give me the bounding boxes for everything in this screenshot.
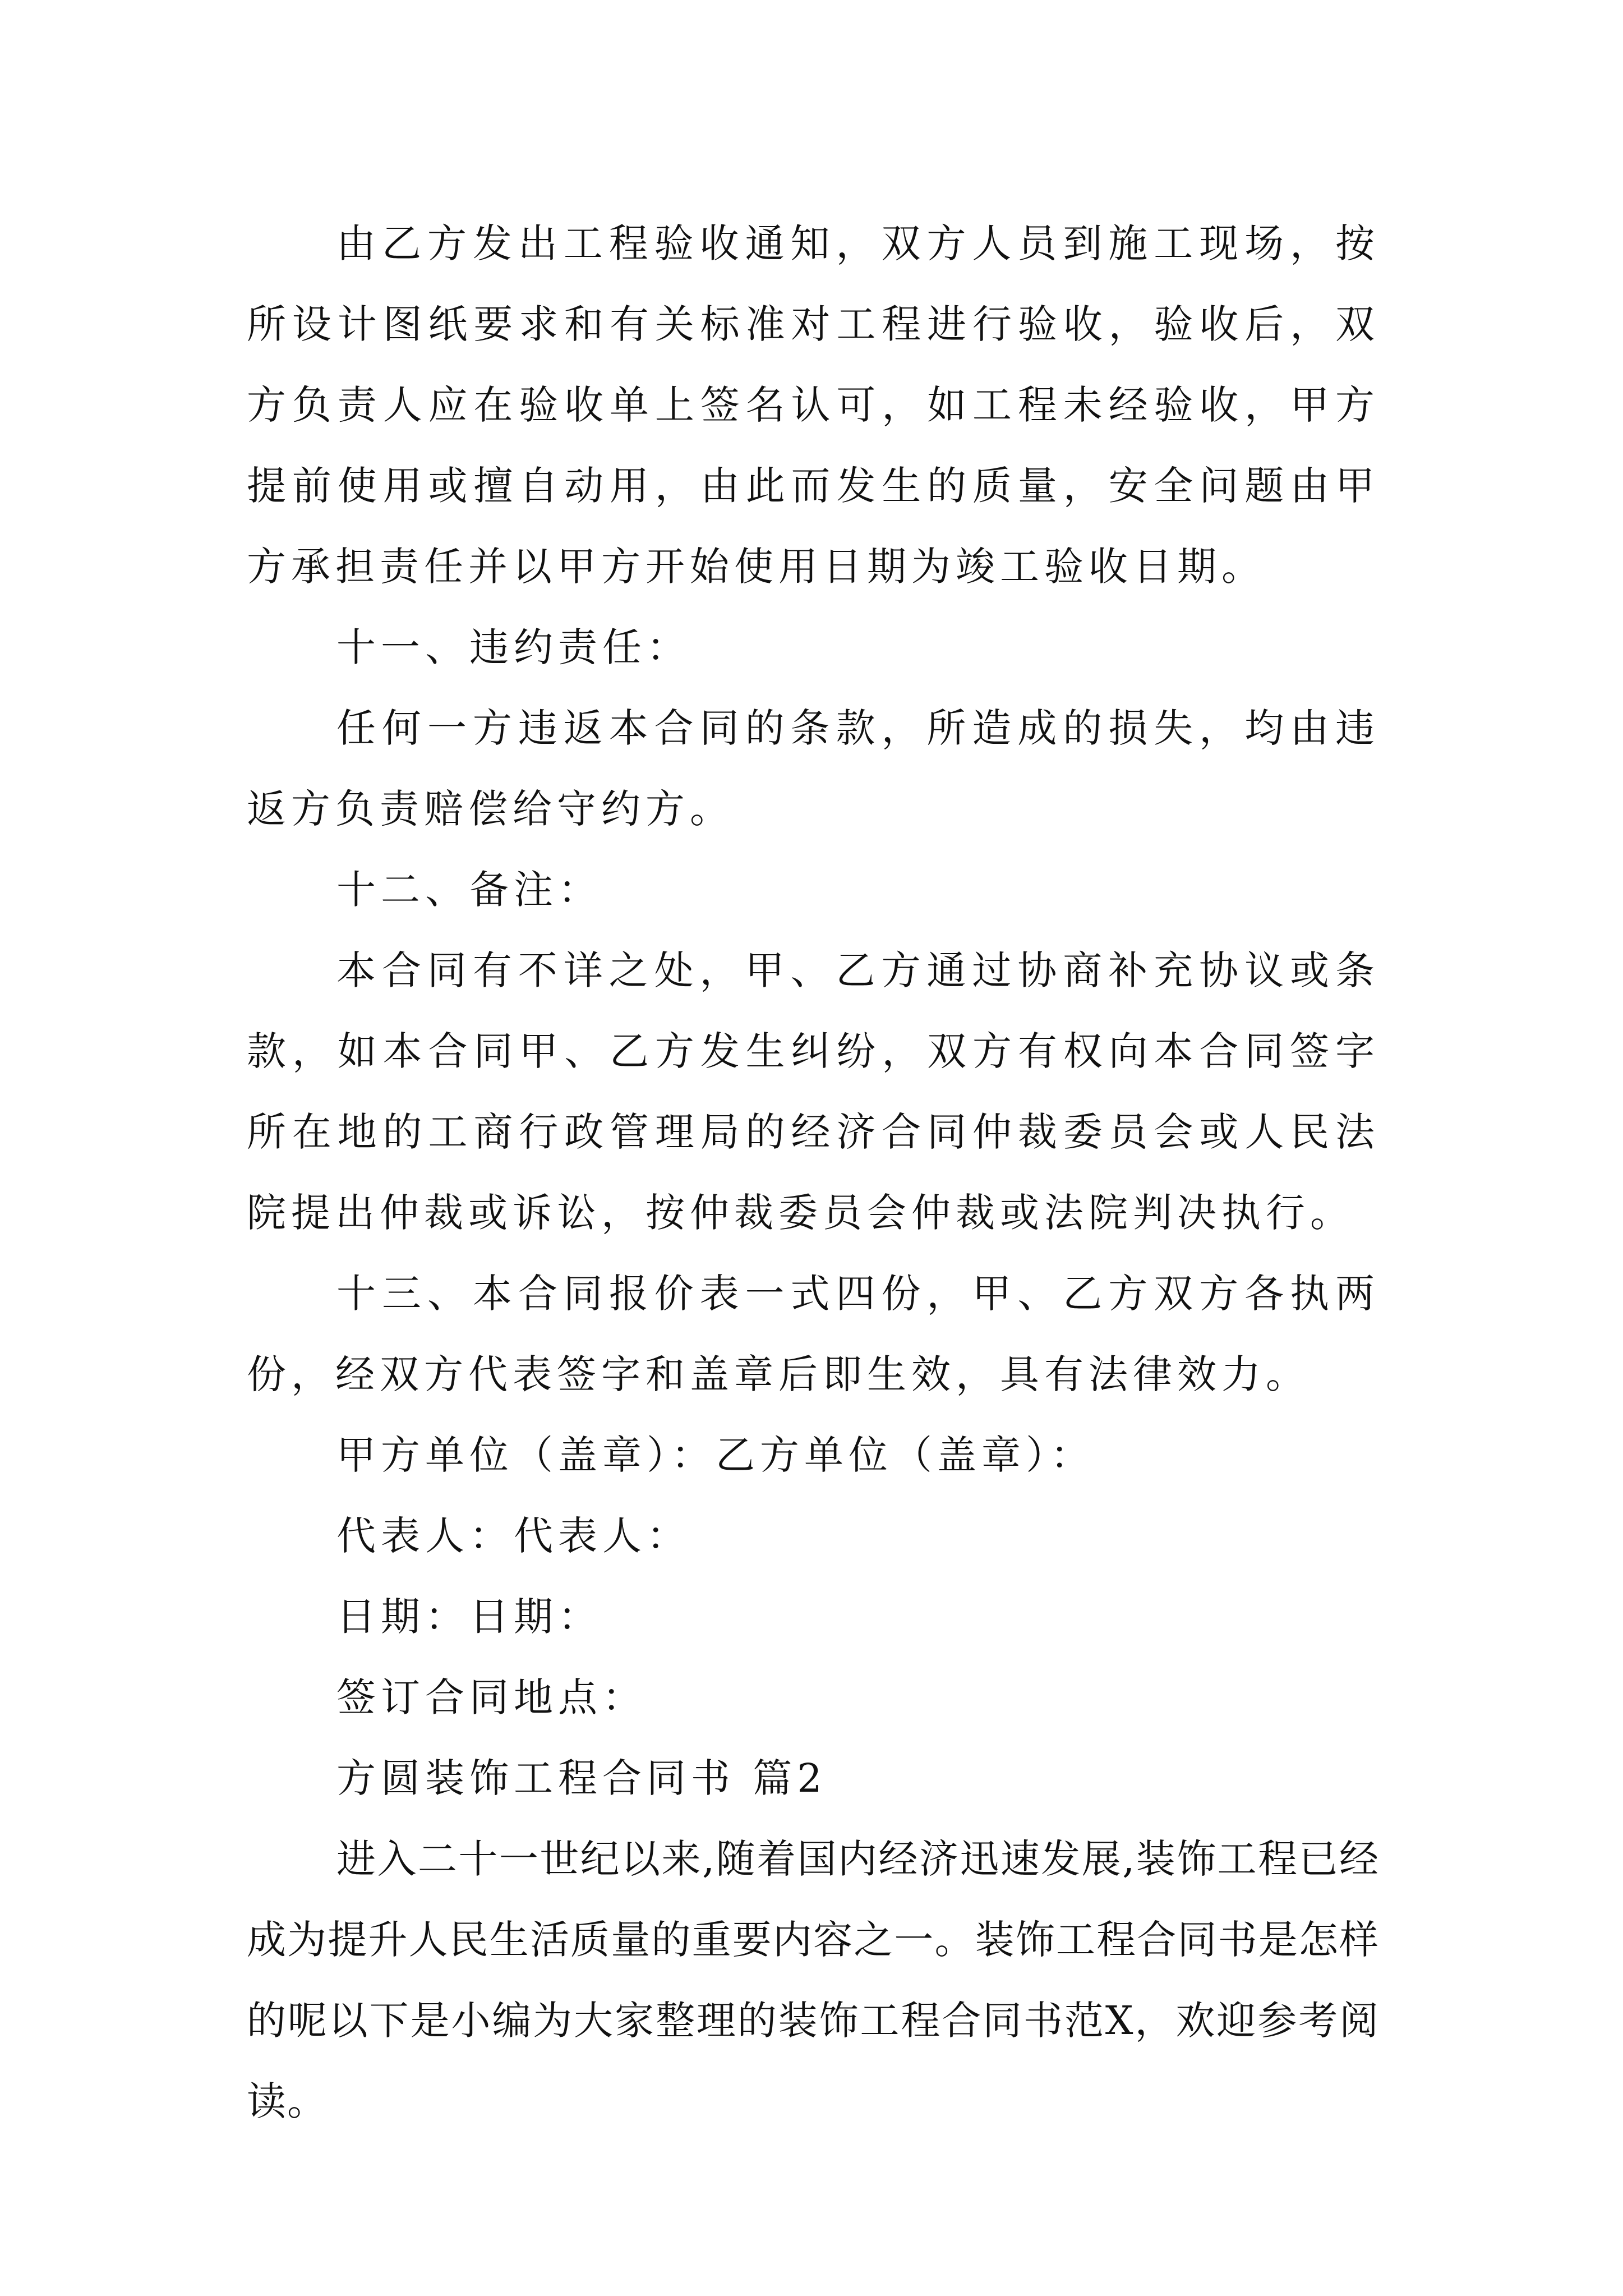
signature-party-units: 甲方单位（盖章）：乙方单位（盖章）： — [336, 1432, 1095, 1478]
document-body — [247, 203, 1380, 2142]
paragraph-acceptance: 由乙方发出工程验收通知，双方人员到施工现场，按所设计图纸要求和有关标准对工程进行验收，验收后，双方负责人应在验收单上签名认可，如工程未经验收，甲方提前使用或擅自动用，由此而发生的质量，安全问题由甲方承担责任并以甲方开始使用日期为竣工验收日期。 — [247, 220, 1380, 590]
signature-dates: 日期：日期： — [336, 1594, 602, 1640]
paragraph-copies: 十三、本合同报价表一式四份，甲、乙方双方各执两份，经双方代表签字和盖章后即生效，具有法律效力。 — [247, 1271, 1380, 1397]
signature-representatives: 代表人：代表人： — [336, 1513, 691, 1559]
paragraph-breach-liability: 任何一方违返本合同的条款，所造成的损失，均由违返方负责赔偿给守约方。 — [247, 705, 1380, 832]
signature-location: 签订合同地点： — [336, 1674, 647, 1720]
heading-remarks: 十二、备注： — [336, 867, 602, 913]
section-title-part-2: 方圆装饰工程合同书 篇2 — [336, 1755, 827, 1801]
paragraph-remarks: 本合同有不详之处，甲、乙方通过协商补充协议或条款，如本合同甲、乙方发生纠纷，双方有权向本合同签字所在地的工商行政管理局的经济合同仲裁委员会或人民法院提出仲裁或诉讼，按仲裁委员会仲裁或法院判决执行。 — [247, 947, 1380, 1236]
heading-breach-liability: 十一、违约责任： — [336, 624, 691, 670]
paragraph-introduction: 进入二十一世纪以来,随着国内经济迅速发展,装饰工程已经成为提升人民生活质量的重要内容之一。装饰工程合同书是怎样的呢以下是小编为大家整理的装饰工程合同书范X，欢迎参考阅读。 — [247, 1836, 1380, 2124]
